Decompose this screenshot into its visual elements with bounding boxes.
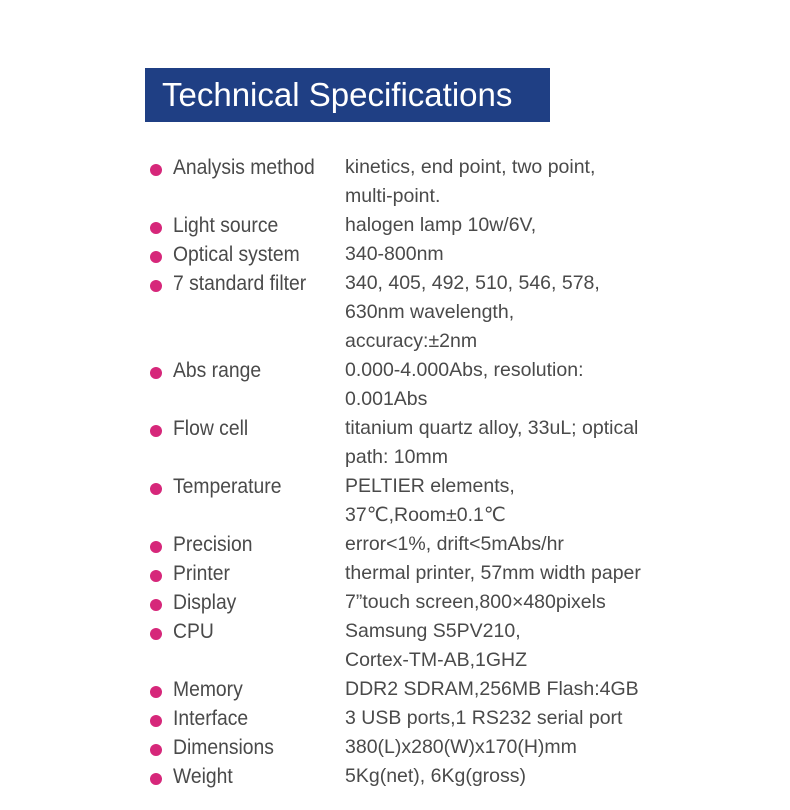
spec-value [345, 472, 675, 530]
spec-value [345, 269, 675, 356]
bullet-dot [150, 686, 162, 698]
spec-row-flow-cell [150, 414, 770, 472]
spec-list [150, 153, 770, 791]
spec-row-dimensions [150, 733, 770, 762]
spec-value-line: 5Kg(net), 6Kg(gross) [345, 765, 526, 787]
spec-label: Analysis method [173, 156, 315, 179]
spec-row-optical-system [150, 240, 770, 269]
spec-row-standard-filter [150, 269, 770, 356]
spec-row-abs-range [150, 356, 770, 414]
bullet-dot [150, 251, 162, 263]
spec-value-line: halogen lamp 10w/6V, [345, 214, 537, 236]
spec-label: Temperature [173, 475, 282, 498]
spec-value-line: path: 10mm [345, 446, 448, 468]
spec-label: Printer [173, 562, 230, 585]
spec-value-line: 380(L)x280(W)x170(H)mm [345, 736, 577, 758]
spec-value [345, 240, 675, 269]
bullet-dot [150, 744, 162, 756]
spec-row-weight [150, 762, 770, 791]
spec-value [345, 414, 675, 472]
bullet-dot [150, 773, 162, 785]
spec-value-line: 340, 405, 492, 510, 546, 578, [345, 272, 600, 294]
bullet-dot [150, 628, 162, 640]
spec-value [345, 559, 675, 588]
spec-label: Abs range [173, 359, 262, 382]
bullet-dot [150, 425, 162, 437]
spec-value-line: multi-point. [345, 185, 441, 207]
spec-row-temperature [150, 472, 770, 530]
spec-label: Light source [173, 214, 279, 237]
spec-label: CPU [173, 620, 214, 643]
spec-value [345, 356, 675, 414]
spec-row-printer [150, 559, 770, 588]
spec-row-light-source [150, 211, 770, 240]
spec-label: Memory [173, 678, 243, 701]
spec-row-cpu [150, 617, 770, 675]
spec-row-precision [150, 530, 770, 559]
spec-value-line: 3 USB ports,1 RS232 serial port [345, 707, 623, 729]
spec-value-line: error<1%, drift<5mAbs/hr [345, 533, 564, 555]
spec-label: Precision [173, 533, 253, 556]
spec-value-line: accuracy:±2nm [345, 330, 478, 352]
bullet-dot [150, 222, 162, 234]
spec-value-line: 630nm wavelength, [345, 301, 515, 323]
bullet-dot [150, 599, 162, 611]
spec-value [345, 530, 675, 559]
bullet-dot [150, 280, 162, 292]
spec-value [345, 733, 675, 762]
spec-value [345, 762, 675, 791]
spec-label: Flow cell [173, 417, 249, 440]
spec-value-line: kinetics, end point, two point, [345, 156, 596, 178]
bullet-dot [150, 483, 162, 495]
spec-row-analysis-method [150, 153, 770, 211]
spec-value-line: DDR2 SDRAM,256MB Flash:4GB [345, 678, 639, 700]
spec-label: 7 standard filter [173, 272, 307, 295]
spec-value [345, 153, 675, 211]
spec-value-line: PELTIER elements, [345, 475, 515, 497]
spec-row-interface [150, 704, 770, 733]
spec-label: Interface [173, 707, 249, 730]
spec-value-line: Cortex-TM-AB,1GHZ [345, 649, 528, 671]
bullet-dot [150, 570, 162, 582]
spec-row-display [150, 588, 770, 617]
page-title: Technical Specifications [145, 68, 550, 122]
spec-value [345, 675, 675, 704]
spec-label: Dimensions [173, 736, 274, 759]
spec-value-line: 340-800nm [345, 243, 444, 265]
spec-value-line: Samsung S5PV210, [345, 620, 521, 642]
spec-value-line: 37℃,Room±0.1℃ [345, 504, 506, 526]
spec-value [345, 588, 675, 617]
spec-value-line: 7”touch screen,800×480pixels [345, 591, 606, 613]
spec-value-line: titanium quartz alloy, 33uL; optical [345, 417, 639, 439]
spec-value-line: 0.001Abs [345, 388, 428, 410]
spec-label: Display [173, 591, 237, 614]
spec-label: Weight [173, 765, 233, 788]
bullet-dot [150, 715, 162, 727]
spec-row-memory [150, 675, 770, 704]
bullet-dot [150, 541, 162, 553]
spec-value-line: thermal printer, 57mm width paper [345, 562, 641, 584]
bullet-dot [150, 164, 162, 176]
spec-value [345, 617, 675, 675]
spec-value-line: 0.000-4.000Abs, resolution: [345, 359, 584, 381]
spec-value [345, 211, 675, 240]
spec-value [345, 704, 675, 733]
spec-label: Optical system [173, 243, 300, 266]
bullet-dot [150, 367, 162, 379]
